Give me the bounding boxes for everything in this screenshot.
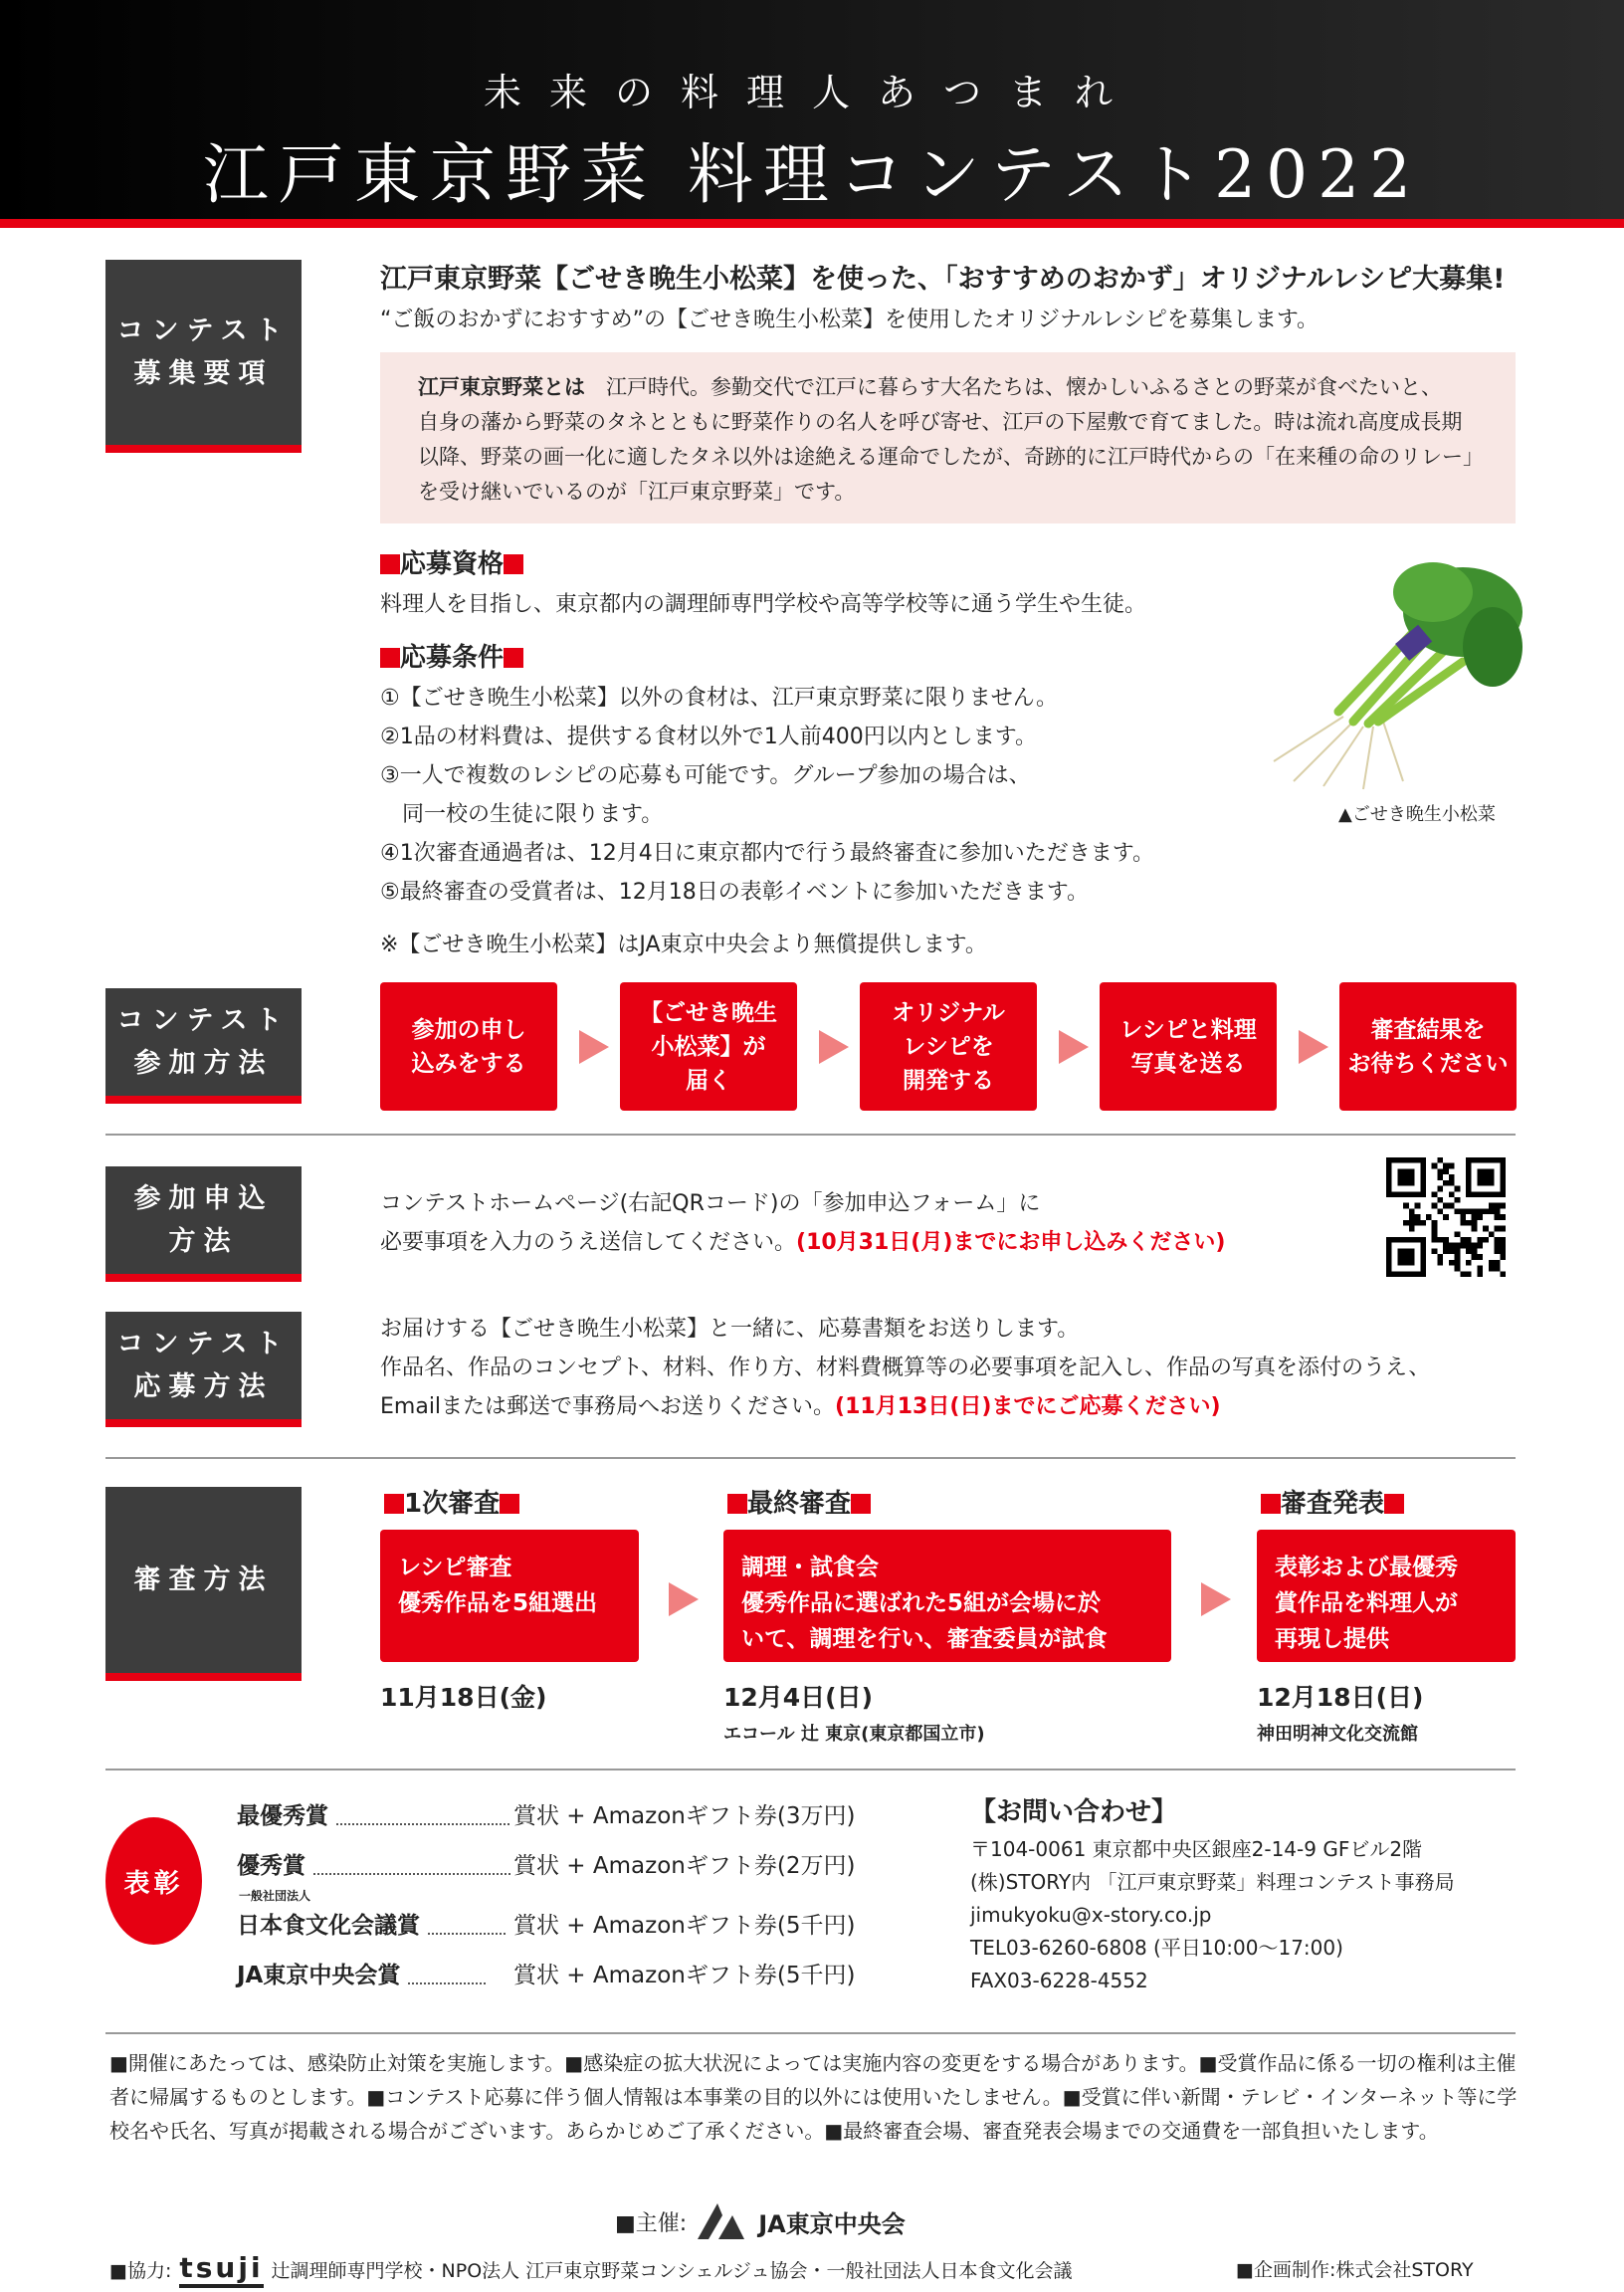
stage-date: 12月4日(日) [723,1683,874,1712]
section-label-howto: コンテスト 参加方法 [105,988,302,1104]
header-red-line [0,219,1624,228]
conditions-heading: 応募条件 [380,637,523,674]
divider [105,1134,1516,1136]
headline: 江戸東京野菜【ごせき晩生小松菜】を使った、「おすすめのおかず」オリジナルレシピ大募集! [380,264,1506,295]
step-4: レシピと料理 写真を送る [1100,982,1277,1111]
eligibility-text: 料理人を目指し、東京都内の調理師専門学校や高等学校等に通う学生や生徒。 [380,592,1147,617]
award-item: JA東京中央会賞 賞状 + Amazonギフト券(5千円) [237,1963,856,1988]
about-box [380,352,1516,523]
condition-item: ①【ごせき晩生小松菜】以外の食材は、江戸東京野菜に限りません。 [380,686,1059,711]
producer: ■企画制作:株式会社STORY [1236,2259,1474,2281]
lead-text: “ご飯のおかずにおすすめ”の【ごせき晩生小松菜】を使用したオリジナルレシピを募集します。 [380,308,1320,332]
divider [105,1769,1516,1771]
qr-code[interactable] [1386,1157,1506,1277]
stage-box: レシピ審査 優秀作品を5組選出 [380,1530,639,1662]
submit-text: お届けする【ごせき晩生小松菜】と一緒に、応募書類をお送りします。 作品名、作品のコンセプト、材料、作り方、材料費概算等の必要事項を記入し、作品の写真を添付のうえ、 Emailまたは郵送で事務局へお送りください。(11月13日(日)までにご応募ください) [380,1317,1431,1419]
condition-item: ④1次審査通過者は、12月4日に東京都内で行う最終審査に参加いただきます。 [380,841,1154,866]
stage-title: 1次審査 [384,1483,519,1520]
award-prefix: 一般社団法人 [239,1889,311,1903]
about-line: を受け継いでいるのが「江戸東京野菜」です。 [418,480,856,504]
section-label-recruit [105,260,302,453]
condition-item: 同一校の生徒に限ります。 [380,802,664,827]
stage-venue: 神田明神文化交流館 [1257,1724,1418,1745]
cooperation: ■協力: tsuji 辻調理師専門学校・NPO法人 江戸東京野菜コンシェルジュ協会・一般社団法人日本食文化会議 [109,2251,1073,2288]
stage-box: 調理・試食会 優秀作品に選ばれた5組が会場に於 いて、調理を行い、審査委員が試食 [723,1530,1171,1662]
stage-date: 12月18日(日) [1257,1683,1424,1712]
header-subtitle: 未来の料理人あつまれ [483,71,1140,114]
tsuji-logo: tsuji [179,2251,263,2288]
arrow-right-icon [669,1582,699,1616]
ja-logo-icon [693,2201,752,2241]
arrow-right-icon [1059,1030,1089,1064]
stage-title: 審査発表 [1261,1483,1404,1520]
step-3: オリジナル レシピを 開発する [860,982,1037,1111]
award-item: 最優秀賞 賞状 + Amazonギフト券(3万円) [237,1803,856,1829]
condition-item: ②1品の材料費は、提供する食材以外で1人前400円以内とします。 [380,725,1037,749]
arrow-right-icon [1201,1582,1231,1616]
stage-title: 最終審査 [727,1483,871,1520]
condition-item: ⑤最終審査の受賞者は、12月18日の表彰イベントに参加いただきます。 [380,880,1089,905]
host: ■主催: JA東京中央会 [615,2201,906,2241]
notes: ■開催にあたっては、感染防止対策を実施します。■感染症の拡大状況によっては実施内容の変更をする場合があります。■受賞作品に係る一切の権利は主催者に帰属するものとします。■コンテスト応募に伴う個人情報は本事業の目的以外には使用いたしません。■受賞に伴い新聞・テレビ・インターネット等に学校名や氏名、写真が掲載される場合がございます。あらかじめご了承ください。■最終審査会場、審査発表会場までの交通費を一部負担いたします。 [109,2051,1518,2143]
condition-item: ③一人で複数のレシピの応募も可能です。グループ参加の場合は、 [380,763,1031,788]
stage-box: 表彰および最優秀 賞作品を料理人が 再現し提供 [1257,1530,1516,1662]
step-1: 参加の申し 込みをする [380,982,557,1111]
komatsuna-photo [1234,552,1522,791]
submit-deadline: (11月13日(日)までにご応募ください) [835,1394,1221,1419]
section-label-submit: コンテスト 応募方法 [105,1312,302,1427]
about-line: 以降、野菜の画一化に適したタネ以外は途絶える運命でしたが、奇跡的に江戸時代からの「在来種の命のリレー」 [418,445,1484,469]
award-item: 日本食文化会議賞 賞状 + Amazonギフト券(5千円) [237,1913,856,1939]
contact-info: 〒104-0061 東京都中央区銀座2-14-9 GFビル2階 (株)STORY内 「江戸東京野菜」料理コンテスト事務局 jimukyoku@x-story.co.jp TEL03-6260-6808 (平日10:00〜17:00) FAX03-6228-4552 [970,1837,1455,1992]
label-line: コンテスト [116,314,291,346]
contact-title: 【お問い合わせ】 [970,1797,1178,1827]
apply-deadline: (10月31日(月)までにお申し込みください) [796,1230,1226,1255]
stage-venue: エコール 辻 東京(東京都国立市) [723,1724,985,1745]
divider [105,1457,1516,1459]
about-title: 江戸東京野菜とは [418,375,585,399]
award-item: 優秀賞 賞状 + Amazonギフト券(2万円) [237,1853,856,1879]
about-line: 江戸時代。参勤交代で江戸に暮らす大名たちは、懐かしいふるさとの野菜が食べたいと、 [606,375,1442,399]
apply-text: コンテストホームページ(右記QRコード)の「参加申込フォーム」に 必要事項を入力のうえ送信してください。(10月31日(月)までにお申し込みください) [380,1191,1226,1255]
page-title: 江戸東京野菜 料理コンテスト2022 [202,136,1422,213]
awards-badge: 表彰 [105,1817,202,1945]
section-label-apply: 参加申込 方法 [105,1166,302,1282]
about-line: 自身の藩から野菜のタネとともに野菜作りの名人を呼び寄せ、江戸の下屋敷で育てました。時は流れ高度成長期 [418,410,1463,434]
divider [105,2032,1516,2034]
stage-date: 11月18日(金) [380,1683,547,1712]
step-5: 審査結果を お待ちください [1339,982,1517,1111]
label-line: 募集要項 [133,358,274,389]
arrow-right-icon [819,1030,849,1064]
photo-caption: ▲ごせき晩生小松菜 [1338,804,1496,825]
eligibility-heading: 応募資格 [380,543,523,580]
section-label-judging: 審査方法 [105,1487,302,1681]
arrow-right-icon [1299,1030,1328,1064]
conditions-list [380,679,1154,912]
arrow-right-icon [579,1030,609,1064]
supply-note: ※【ごせき晩生小松菜】はJA東京中央会より無償提供します。 [380,933,987,957]
step-2: 【ごせき晩生 小松菜】が 届く [620,982,797,1111]
